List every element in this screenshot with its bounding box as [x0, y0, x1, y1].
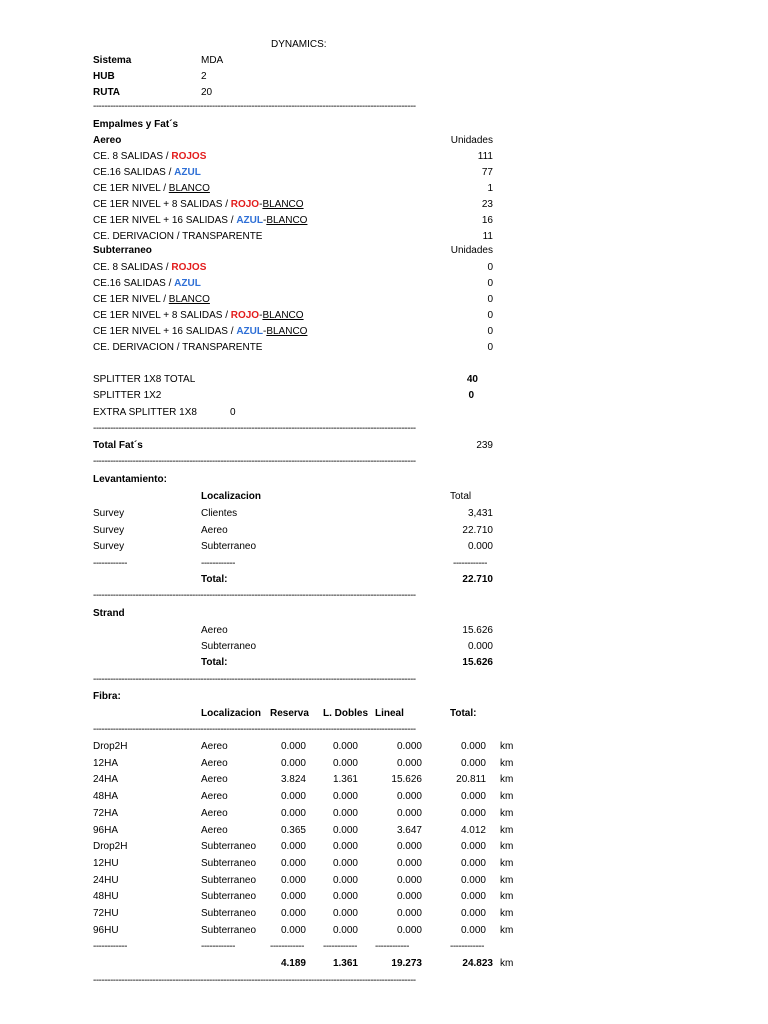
- strand-total-label: Total:: [201, 657, 228, 668]
- splitter-1x2-label: SPLITTER 1X2: [93, 390, 162, 401]
- survey-type: Survey: [93, 524, 125, 536]
- item-text: CE 1ER NIVEL + 16 SALIDAS /: [93, 215, 237, 226]
- fiber-location: Aereo: [201, 757, 228, 769]
- survey-type: Survey: [93, 541, 125, 553]
- fiber-total: 20.811: [456, 774, 486, 786]
- fiber-location: Subterraneo: [201, 841, 257, 853]
- separator: ------------------------------------------------------------------------------------------------------------------: [93, 101, 416, 112]
- fiber-unit: km: [500, 857, 514, 869]
- item-text: CE 1ER NIVEL + 8 SALIDAS /: [93, 310, 231, 321]
- item-text: CE. 8 SALIDAS /: [93, 151, 172, 162]
- fiber-unit: km: [500, 908, 514, 919]
- hub-value: 2: [201, 71, 207, 82]
- separator: ------------------------------------------------------------------------------------------------------------------: [93, 590, 416, 601]
- fiber-name: 12HA: [93, 757, 119, 769]
- fiber-lineal: 0.000: [396, 857, 422, 869]
- fiber-dobles: 1.361: [332, 774, 358, 786]
- item-label: [93, 183, 210, 195]
- fiber-total: 0.000: [460, 908, 486, 919]
- item-value: 16: [481, 215, 493, 226]
- fiber-dobles: 0.000: [332, 924, 358, 936]
- total-fats-value: 239: [476, 440, 493, 451]
- strand-value: 0.000: [467, 641, 493, 652]
- item-value: 0: [487, 262, 493, 273]
- fiber-name: 48HU: [93, 891, 119, 903]
- fibra-total-total: 24.823: [462, 958, 493, 969]
- fiber-reserva: 0.000: [280, 791, 306, 803]
- fiber-total: 0.000: [460, 807, 486, 819]
- fiber-lineal: 0.000: [396, 841, 422, 853]
- survey-total: 22.710: [462, 524, 493, 536]
- fiber-lineal: 0.000: [396, 891, 422, 903]
- item-text: CE. DERIVACION / TRANSPARENTE: [93, 231, 263, 242]
- fiber-dobles: 0.000: [332, 891, 358, 903]
- fiber-lineal: 0.000: [396, 807, 422, 819]
- fibra-col-reserva: Reserva: [270, 708, 309, 719]
- item-value: 23: [481, 199, 493, 210]
- splitter-total-label: SPLITTER 1X8 TOTAL: [93, 374, 196, 385]
- separator: ------------------------------------------------------------------------------------------------------------------: [93, 423, 416, 434]
- fiber-reserva: 0.000: [280, 874, 306, 886]
- item-value: 77: [481, 167, 493, 178]
- fiber-total: 0.000: [460, 891, 486, 903]
- fiber-location: Subterraneo: [201, 857, 257, 869]
- fiber-unit: km: [500, 741, 514, 752]
- separator-short: ------------: [201, 941, 235, 952]
- survey-location: Subterraneo: [201, 541, 257, 553]
- item-label: [93, 151, 206, 163]
- fiber-reserva: 0.000: [280, 891, 306, 903]
- item-value: 11: [482, 231, 493, 242]
- fiber-dobles: 0.000: [332, 874, 358, 886]
- fiber-reserva: 0.365: [280, 824, 306, 836]
- fiber-lineal: 0.000: [396, 791, 422, 803]
- survey-type: Survey: [93, 508, 125, 519]
- fiber-dobles: 0.000: [332, 741, 358, 752]
- underlined-tag: BLANCO: [168, 183, 210, 194]
- survey-location: Clientes: [201, 508, 238, 519]
- aereo-title: Aereo: [93, 135, 122, 146]
- survey-total: 0.000: [467, 541, 493, 553]
- fiber-total: 0.000: [460, 791, 486, 803]
- ruta-value: 20: [201, 87, 213, 98]
- fiber-reserva: 0.000: [280, 741, 306, 752]
- subterraneo-title: Subterraneo: [93, 245, 152, 256]
- item-text: CE. DERIVACION / TRANSPARENTE: [93, 342, 263, 353]
- item-value: 0: [487, 326, 493, 337]
- fiber-reserva: 0.000: [280, 807, 306, 819]
- fiber-reserva: 0.000: [280, 924, 306, 936]
- dash-sep: -: [262, 215, 267, 226]
- fiber-reserva: 0.000: [280, 841, 306, 853]
- item-text: CE.16 SALIDAS /: [93, 278, 175, 289]
- fiber-location: Subterraneo: [201, 924, 257, 936]
- ruta-label: RUTA: [93, 87, 121, 98]
- strand-value: 15.626: [462, 625, 493, 636]
- splitter-1x2-value: 0: [468, 390, 474, 401]
- fibra-total-reserva: 4.189: [280, 958, 306, 969]
- survey-location: Aereo: [201, 524, 228, 536]
- empalmes-title: Empalmes y Fat´s: [93, 119, 179, 130]
- fiber-dobles: 0.000: [332, 757, 358, 769]
- dash-sep: -: [259, 310, 263, 321]
- levantamiento-col-total: Total: [450, 491, 472, 502]
- item-label: [93, 342, 262, 354]
- fiber-location: Subterraneo: [201, 908, 257, 919]
- strand-location: Aereo: [201, 625, 228, 636]
- fiber-name: 72HU: [93, 908, 119, 919]
- dash-sep: -: [259, 199, 263, 210]
- item-label: [93, 167, 201, 179]
- fiber-lineal: 0.000: [396, 757, 422, 769]
- fibra-col-dobles: L. Dobles: [323, 708, 369, 719]
- fiber-lineal: 0.000: [396, 741, 422, 752]
- item-label: [93, 294, 210, 306]
- fiber-unit: km: [500, 774, 514, 786]
- fiber-name: 24HU: [93, 874, 119, 886]
- fiber-total: 0.000: [460, 924, 486, 936]
- fiber-dobles: 0.000: [332, 807, 358, 819]
- fibra-total-lineal: 19.273: [391, 958, 422, 969]
- fiber-dobles: 0.000: [332, 791, 358, 803]
- color-tag: ROJOS: [171, 262, 207, 273]
- dash-sep: -: [262, 326, 267, 337]
- fiber-lineal: 0.000: [396, 874, 422, 886]
- fiber-name: Drop2H: [93, 841, 128, 853]
- item-value: 111: [477, 151, 493, 162]
- document-title: DYNAMICS:: [271, 39, 327, 50]
- fiber-lineal: 15.626: [391, 774, 422, 786]
- hub-label: HUB: [93, 71, 115, 82]
- item-text: CE. 8 SALIDAS /: [93, 262, 172, 273]
- extra-splitter-label: EXTRA SPLITTER 1X8: [93, 407, 197, 418]
- item-text: CE 1ER NIVEL /: [93, 183, 169, 194]
- levantamiento-total-label: Total:: [201, 574, 228, 585]
- fiber-unit: km: [500, 841, 514, 853]
- color-tag: ROJO: [230, 199, 260, 210]
- fiber-location: Aereo: [201, 824, 228, 836]
- fiber-reserva: 0.000: [280, 757, 306, 769]
- strand-location: Subterraneo: [201, 641, 257, 652]
- strand-title: Strand: [93, 608, 125, 619]
- item-label: [93, 278, 201, 290]
- extra-splitter-value: 0: [230, 407, 236, 418]
- color-tag: ROJO: [230, 310, 260, 321]
- item-label: [93, 231, 262, 243]
- underlined-tag: BLANCO: [266, 326, 308, 337]
- item-text: CE.16 SALIDAS /: [93, 167, 175, 178]
- fiber-location: Subterraneo: [201, 891, 257, 903]
- item-text: CE 1ER NIVEL /: [93, 294, 169, 305]
- fibra-title: Fibra:: [93, 691, 121, 702]
- fiber-total: 4.012: [460, 824, 486, 836]
- fiber-dobles: 0.000: [332, 841, 358, 853]
- separator-short: ------------: [450, 941, 484, 952]
- total-fats-label: Total Fat´s: [93, 440, 143, 451]
- separator-short: ------------: [93, 941, 127, 952]
- fiber-name: Drop2H: [93, 741, 128, 752]
- fibra-col-loc: Localizacion: [201, 708, 262, 719]
- fiber-name: 96HA: [93, 824, 119, 836]
- item-label: [93, 215, 307, 227]
- fiber-location: Aereo: [201, 741, 228, 752]
- units-header: Unidades: [450, 245, 493, 256]
- fibra-total-unit: km: [500, 958, 514, 969]
- color-tag: AZUL: [236, 215, 263, 226]
- color-tag: AZUL: [236, 326, 263, 337]
- item-value: 0: [487, 342, 493, 353]
- fiber-name: 96HU: [93, 924, 119, 936]
- fiber-lineal: 0.000: [396, 924, 422, 936]
- item-value: 0: [487, 278, 493, 289]
- units-header: Unidades: [450, 135, 493, 146]
- levantamiento-total-value: 22.710: [462, 574, 493, 585]
- item-text: CE 1ER NIVEL + 16 SALIDAS /: [93, 326, 237, 337]
- underlined-tag: BLANCO: [262, 310, 304, 321]
- fiber-name: 24HA: [93, 774, 119, 786]
- color-tag: ROJOS: [171, 151, 207, 162]
- item-label: [93, 262, 206, 274]
- fiber-total: 0.000: [460, 741, 486, 752]
- fiber-unit: km: [500, 791, 514, 803]
- separator: ------------------------------------------------------------------------------------------------------------------: [93, 456, 416, 467]
- fiber-reserva: 0.000: [280, 908, 306, 919]
- fiber-unit: km: [500, 874, 514, 886]
- fiber-location: Aereo: [201, 774, 228, 786]
- fiber-name: 72HA: [93, 807, 119, 819]
- splitter-total-value: 40: [466, 374, 478, 385]
- fiber-unit: km: [500, 924, 514, 936]
- separator-short: ------------: [323, 941, 357, 952]
- color-tag: AZUL: [174, 167, 201, 178]
- fiber-name: 48HA: [93, 791, 119, 803]
- fiber-lineal: 0.000: [396, 908, 422, 919]
- fiber-unit: km: [500, 891, 514, 903]
- fiber-total: 0.000: [460, 857, 486, 869]
- separator-short: ------------: [270, 941, 304, 952]
- fiber-location: Subterraneo: [201, 874, 257, 886]
- item-text: CE 1ER NIVEL + 8 SALIDAS /: [93, 199, 231, 210]
- separator: ------------------------------------------------------------------------------------------------------------------: [93, 975, 416, 986]
- fiber-unit: km: [500, 757, 514, 769]
- separator-short: ------------: [93, 558, 127, 569]
- sistema-label: Sistema: [93, 55, 132, 66]
- item-value: 0: [487, 310, 493, 321]
- sistema-value: MDA: [201, 55, 224, 66]
- fiber-dobles: 0.000: [332, 857, 358, 869]
- separator: ------------------------------------------------------------------------------------------------------------------: [93, 724, 416, 735]
- fiber-total: 0.000: [460, 874, 486, 886]
- fiber-reserva: 0.000: [280, 857, 306, 869]
- fiber-dobles: 0.000: [332, 908, 358, 919]
- fiber-location: Aereo: [201, 807, 228, 819]
- fiber-name: 12HU: [93, 857, 119, 869]
- fiber-total: 0.000: [460, 841, 486, 853]
- fiber-lineal: 3.647: [396, 824, 422, 836]
- survey-total: 3,431: [467, 508, 493, 519]
- fiber-unit: km: [500, 824, 514, 836]
- item-label: [93, 326, 307, 338]
- levantamiento-col-loc: Localizacion: [201, 491, 262, 502]
- separator-short: ------------: [375, 941, 409, 952]
- underlined-tag: BLANCO: [262, 199, 304, 210]
- separator-short: ------------: [453, 558, 487, 569]
- fiber-location: Aereo: [201, 791, 228, 803]
- fiber-unit: km: [500, 807, 514, 819]
- item-label: [93, 310, 304, 322]
- underlined-tag: BLANCO: [168, 294, 210, 305]
- underlined-tag: BLANCO: [266, 215, 308, 226]
- fiber-reserva: 3.824: [280, 774, 306, 786]
- separator: ------------------------------------------------------------------------------------------------------------------: [93, 674, 416, 685]
- item-label: [93, 199, 304, 211]
- color-tag: AZUL: [174, 278, 201, 289]
- item-value: 1: [487, 183, 493, 194]
- fibra-col-lineal: Lineal: [375, 708, 404, 719]
- fiber-total: 0.000: [460, 757, 486, 769]
- strand-total-value: 15.626: [462, 657, 493, 668]
- fibra-col-total: Total:: [450, 708, 477, 719]
- item-value: 0: [487, 294, 493, 305]
- separator-short: ------------: [201, 558, 235, 569]
- fiber-dobles: 0.000: [332, 824, 358, 836]
- fibra-total-dobles: 1.361: [332, 958, 358, 969]
- levantamiento-title: Levantamiento:: [93, 474, 167, 485]
